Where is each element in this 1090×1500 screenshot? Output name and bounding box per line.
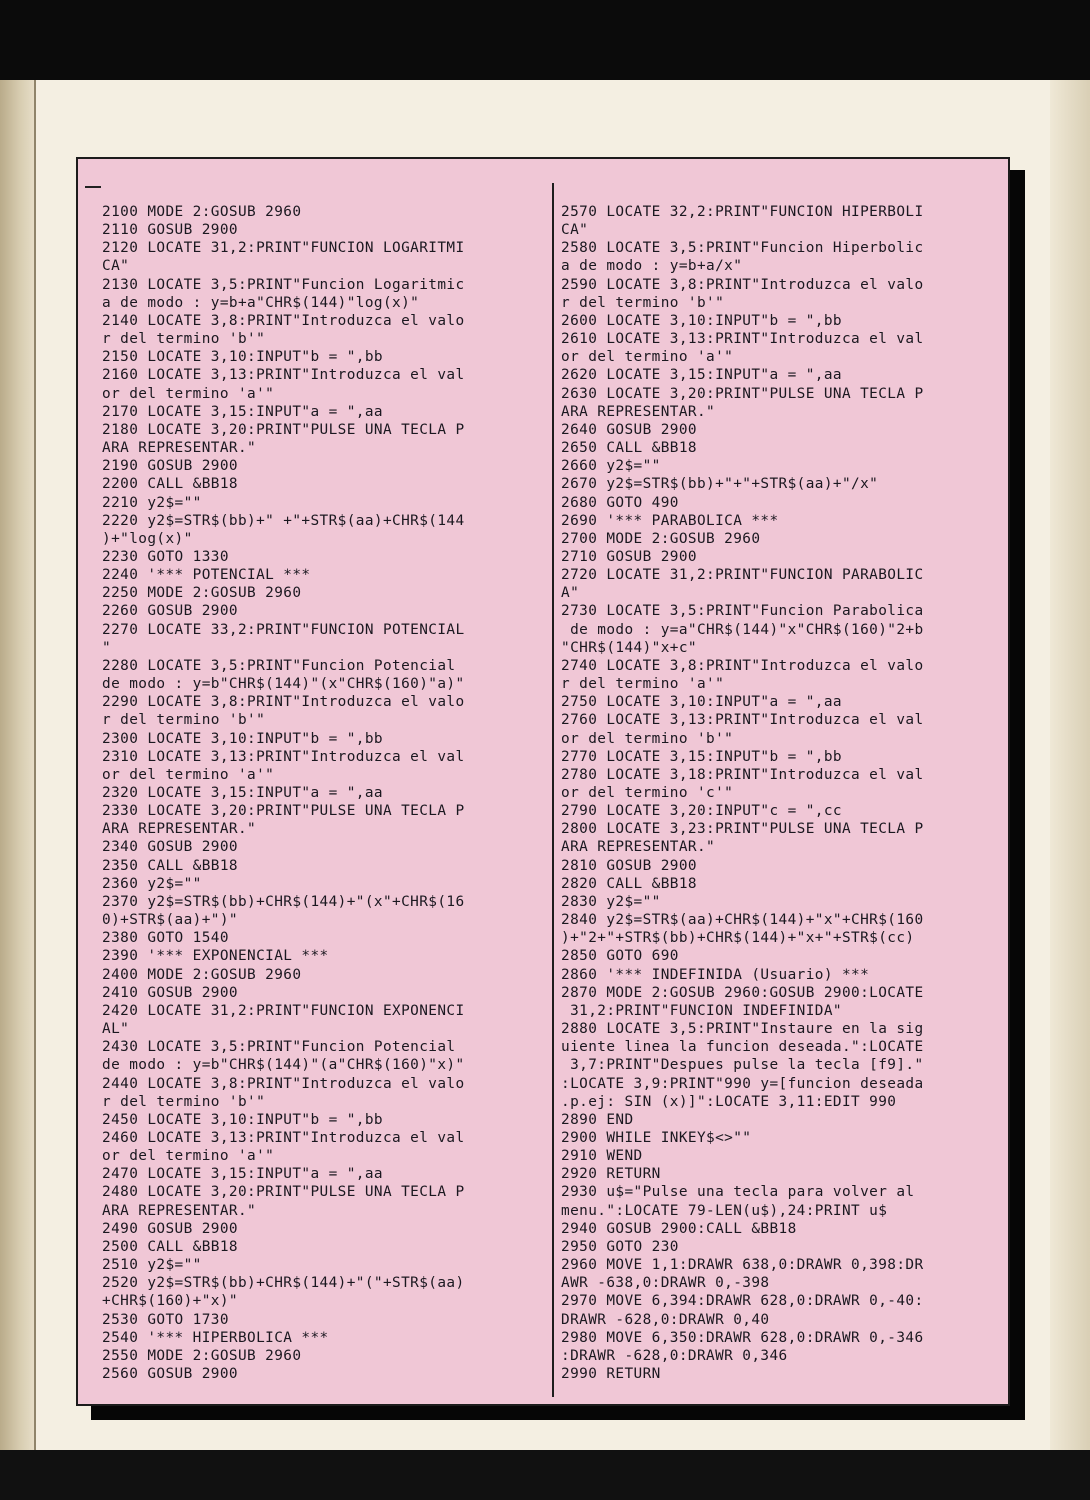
code-line: 2270 LOCATE 33,2:PRINT"FUNCION POTENCIAL <box>102 621 465 638</box>
code-line: 2690 '*** PARABOLICA *** <box>561 512 779 529</box>
column-divider <box>552 183 554 1397</box>
code-line: 2470 LOCATE 3,15:INPUT"a = ",aa <box>102 1166 383 1183</box>
code-line: 2970 MOVE 6,394:DRAWR 628,0:DRAWR 0,-40: <box>561 1293 924 1310</box>
listing-left-column <box>102 203 548 1383</box>
code-line: 2760 LOCATE 3,13:PRINT"Introduzca el val <box>561 712 924 729</box>
code-line: 2730 LOCATE 3,5:PRINT"Funcion Parabolica <box>561 603 924 620</box>
code-line: ARA REPRESENTAR." <box>561 403 716 420</box>
code-line: 2910 WEND <box>561 1148 643 1165</box>
code-line: de modo : y=a"CHR$(144)"x"CHR$(160)"2+b <box>561 621 924 638</box>
code-line: 2830 y2$="" <box>561 893 661 910</box>
code-line: 2150 LOCATE 3,10:INPUT"b = ",bb <box>102 349 383 366</box>
code-line: A" <box>561 585 580 602</box>
code-line: 2550 MODE 2:GOSUB 2960 <box>102 1347 302 1364</box>
code-line: 2210 y2$="" <box>102 494 202 511</box>
code-line: 2870 MODE 2:GOSUB 2960:GOSUB 2900:LOCATE <box>561 984 924 1001</box>
code-line: 2220 y2$=STR$(bb)+" +"+STR$(aa)+CHR$(144 <box>102 512 465 529</box>
code-line: ARA REPRESENTAR." <box>561 839 716 856</box>
code-line: 0)+STR$(aa)+")" <box>102 912 238 929</box>
code-line: 2190 GOSUB 2900 <box>102 458 238 475</box>
code-line: 2720 LOCATE 31,2:PRINT"FUNCION PARABOLIC <box>561 567 924 584</box>
code-line: r del termino 'b'" <box>102 331 266 348</box>
code-line: menu.":LOCATE 79-LEN(u$),24:PRINT u$ <box>561 1202 888 1219</box>
code-line: 2740 LOCATE 3,8:PRINT"Introduzca el valo <box>561 657 924 674</box>
code-line: r del termino 'b'" <box>561 294 725 311</box>
code-line: 2350 CALL &BB18 <box>102 857 238 874</box>
code-line: 2780 LOCATE 3,18:PRINT"Introduzca el val <box>561 766 924 783</box>
code-line: :DRAWR -628,0:DRAWR 0,346 <box>561 1347 788 1364</box>
code-line: 2640 GOSUB 2900 <box>561 421 697 438</box>
code-line: 2120 LOCATE 31,2:PRINT"FUNCION LOGARITMI <box>102 240 465 257</box>
code-line: 2940 GOSUB 2900:CALL &BB18 <box>561 1220 797 1237</box>
code-line: 2560 GOSUB 2900 <box>102 1366 238 1382</box>
code-line: 2280 LOCATE 3,5:PRINT"Funcion Potencial <box>102 657 456 674</box>
code-line: 2900 WHILE INKEY$<>"" <box>561 1129 752 1146</box>
code-line: 2580 LOCATE 3,5:PRINT"Funcion Hiperbolic <box>561 240 924 257</box>
code-line: CA" <box>102 258 130 275</box>
code-line: 2330 LOCATE 3,20:PRINT"PULSE UNA TECLA P <box>102 803 465 820</box>
code-line: 2600 LOCATE 3,10:INPUT"b = ",bb <box>561 312 842 329</box>
code-line: DRAWR -628,0:DRAWR 0,40 <box>561 1311 770 1328</box>
code-line: 2860 '*** INDEFINIDA (Usuario) *** <box>561 966 870 983</box>
code-line: or del termino 'a'" <box>102 385 275 402</box>
code-line: or del termino 'a'" <box>561 349 734 366</box>
page-right-edge <box>1050 80 1090 1450</box>
code-line: 2400 MODE 2:GOSUB 2960 <box>102 966 302 983</box>
listing-right-column <box>561 203 999 1383</box>
code-line: or del termino 'a'" <box>102 1148 275 1165</box>
code-line: or del termino 'c'" <box>561 785 734 801</box>
code-line: de modo : y=b"CHR$(144)"(x"CHR$(160)"a)" <box>102 676 465 693</box>
code-line: 2340 GOSUB 2900 <box>102 839 238 856</box>
code-line: 2430 LOCATE 3,5:PRINT"Funcion Potencial <box>102 1039 456 1056</box>
code-line: 2490 GOSUB 2900 <box>102 1220 238 1237</box>
code-line: 2380 GOTO 1540 <box>102 930 229 947</box>
code-line: or del termino 'a'" <box>102 766 275 783</box>
code-line: 2300 LOCATE 3,10:INPUT"b = ",bb <box>102 730 383 747</box>
code-line: 31,2:PRINT"FUNCION INDEFINIDA" <box>561 1002 842 1019</box>
code-line: 2990 RETURN <box>561 1366 661 1382</box>
code-line: 2810 GOSUB 2900 <box>561 857 697 874</box>
code-line: 2310 LOCATE 3,13:PRINT"Introduzca el val <box>102 748 465 765</box>
code-line: r del termino 'b'" <box>102 712 266 729</box>
code-line: :LOCATE 3,9:PRINT"990 y=[funcion deseada <box>561 1075 924 1092</box>
code-line: 2710 GOSUB 2900 <box>561 548 697 565</box>
code-line: 2960 MOVE 1,1:DRAWR 638,0:DRAWR 0,398:DR <box>561 1257 924 1274</box>
code-line: ARA REPRESENTAR." <box>102 1202 257 1219</box>
code-line: AWR -638,0:DRAWR 0,-398 <box>561 1275 770 1292</box>
code-line: 2240 '*** POTENCIAL *** <box>102 567 311 584</box>
code-line: 2450 LOCATE 3,10:INPUT"b = ",bb <box>102 1111 383 1128</box>
code-line: 2410 GOSUB 2900 <box>102 984 238 1001</box>
code-line: 2440 LOCATE 3,8:PRINT"Introduzca el valo <box>102 1075 465 1092</box>
code-line: .p.ej: SIN (x)]":LOCATE 3,11:EDIT 990 <box>561 1093 897 1110</box>
code-line: 2170 LOCATE 3,15:INPUT"a = ",aa <box>102 403 383 420</box>
code-line: 2880 LOCATE 3,5:PRINT"Instaure en la sig <box>561 1021 924 1038</box>
code-line: 2890 END <box>561 1111 634 1128</box>
code-line: 2200 CALL &BB18 <box>102 476 238 493</box>
code-line: 2290 LOCATE 3,8:PRINT"Introduzca el valo <box>102 694 465 711</box>
code-line: 2750 LOCATE 3,10:INPUT"a = ",aa <box>561 694 842 711</box>
code-line: a de modo : y=b+a/x" <box>561 258 743 275</box>
page-binding-edge <box>0 80 34 1450</box>
code-line: "CHR$(144)"x+c" <box>561 639 697 656</box>
code-line: 2570 LOCATE 32,2:PRINT"FUNCION HIPERBOLI <box>561 204 924 220</box>
code-line: 2160 LOCATE 3,13:PRINT"Introduzca el val <box>102 367 465 384</box>
code-line: 2980 MOVE 6,350:DRAWR 628,0:DRAWR 0,-346 <box>561 1329 924 1346</box>
code-line: 2590 LOCATE 3,8:PRINT"Introduzca el valo <box>561 276 924 293</box>
code-line: 2180 LOCATE 3,20:PRINT"PULSE UNA TECLA P <box>102 421 465 438</box>
code-line: 2390 '*** EXPONENCIAL *** <box>102 948 329 965</box>
scan-top-band <box>0 0 1090 80</box>
code-line: 2700 MODE 2:GOSUB 2960 <box>561 530 761 547</box>
code-line: 2840 y2$=STR$(aa)+CHR$(144)+"x"+CHR$(160 <box>561 912 924 929</box>
code-line: 2460 LOCATE 3,13:PRINT"Introduzca el val <box>102 1129 465 1146</box>
code-line: 2930 u$="Pulse una tecla para volver al <box>561 1184 915 1201</box>
code-line: +CHR$(160)+"x)" <box>102 1293 238 1310</box>
code-line: )+"log(x)" <box>102 530 193 547</box>
code-line: 2260 GOSUB 2900 <box>102 603 238 620</box>
code-line: ARA REPRESENTAR." <box>102 440 257 457</box>
code-line: a de modo : y=b+a"CHR$(144)"log(x)" <box>102 294 420 311</box>
code-line: 2820 CALL &BB18 <box>561 875 697 892</box>
code-line: 2230 GOTO 1330 <box>102 548 229 565</box>
code-line: 2130 LOCATE 3,5:PRINT"Funcion Logaritmic <box>102 276 465 293</box>
binding-gutter-line <box>34 80 36 1450</box>
code-line: 2770 LOCATE 3,15:INPUT"b = ",bb <box>561 748 842 765</box>
code-line: 2500 CALL &BB18 <box>102 1238 238 1255</box>
code-line: r del termino 'b'" <box>102 1093 266 1110</box>
code-line: 2320 LOCATE 3,15:INPUT"a = ",aa <box>102 785 383 801</box>
code-line: 2610 LOCATE 3,13:PRINT"Introduzca el val <box>561 331 924 348</box>
code-line: 2480 LOCATE 3,20:PRINT"PULSE UNA TECLA P <box>102 1184 465 1201</box>
code-line: CA" <box>561 222 589 239</box>
code-line: AL" <box>102 1021 130 1038</box>
code-line: 2510 y2$="" <box>102 1257 202 1274</box>
code-line: 2680 GOTO 490 <box>561 494 679 511</box>
code-line: 2530 GOTO 1730 <box>102 1311 229 1328</box>
code-line: 2110 GOSUB 2900 <box>102 222 238 239</box>
code-line: 2920 RETURN <box>561 1166 661 1183</box>
code-line: 2520 y2$=STR$(bb)+CHR$(144)+"("+STR$(aa) <box>102 1275 465 1292</box>
code-line: uiente linea la funcion deseada.":LOCATE <box>561 1039 924 1056</box>
scan-bottom-band <box>0 1450 1090 1500</box>
code-line: 2100 MODE 2:GOSUB 2960 <box>102 204 302 220</box>
code-line: 2850 GOTO 690 <box>561 948 679 965</box>
code-line: 2370 y2$=STR$(bb)+CHR$(144)+"(x"+CHR$(16 <box>102 893 465 910</box>
code-line: 2360 y2$="" <box>102 875 202 892</box>
code-line: 2140 LOCATE 3,8:PRINT"Introduzca el valo <box>102 312 465 329</box>
code-line: 2540 '*** HIPERBOLICA *** <box>102 1329 329 1346</box>
code-line: 2670 y2$=STR$(bb)+"+"+STR$(aa)+"/x" <box>561 476 879 493</box>
code-line: 2660 y2$="" <box>561 458 661 475</box>
code-line: 2790 LOCATE 3,20:INPUT"c = ",cc <box>561 803 842 820</box>
code-line: 2630 LOCATE 3,20:PRINT"PULSE UNA TECLA P <box>561 385 924 402</box>
code-line: 2420 LOCATE 31,2:PRINT"FUNCION EXPONENCI <box>102 1002 465 1019</box>
code-line: ARA REPRESENTAR." <box>102 821 257 838</box>
code-line: 2620 LOCATE 3,15:INPUT"a = ",aa <box>561 367 842 384</box>
code-line: de modo : y=b"CHR$(144)"(a"CHR$(160)"x)" <box>102 1057 465 1074</box>
code-line: 2950 GOTO 230 <box>561 1238 679 1255</box>
code-line: )+"2+"+STR$(bb)+CHR$(144)+"x+"+STR$(cc) <box>561 930 915 947</box>
code-line: 2250 MODE 2:GOSUB 2960 <box>102 585 302 602</box>
code-line: 3,7:PRINT"Despues pulse la tecla [f9]." <box>561 1057 924 1074</box>
code-line: r del termino 'a'" <box>561 676 725 693</box>
code-line: " <box>102 639 112 656</box>
listing-panel <box>76 157 1010 1406</box>
code-line: or del termino 'b'" <box>561 730 734 747</box>
corner-tick-mark <box>85 186 101 194</box>
code-line: 2800 LOCATE 3,23:PRINT"PULSE UNA TECLA P <box>561 821 924 838</box>
code-line: 2650 CALL &BB18 <box>561 440 697 457</box>
